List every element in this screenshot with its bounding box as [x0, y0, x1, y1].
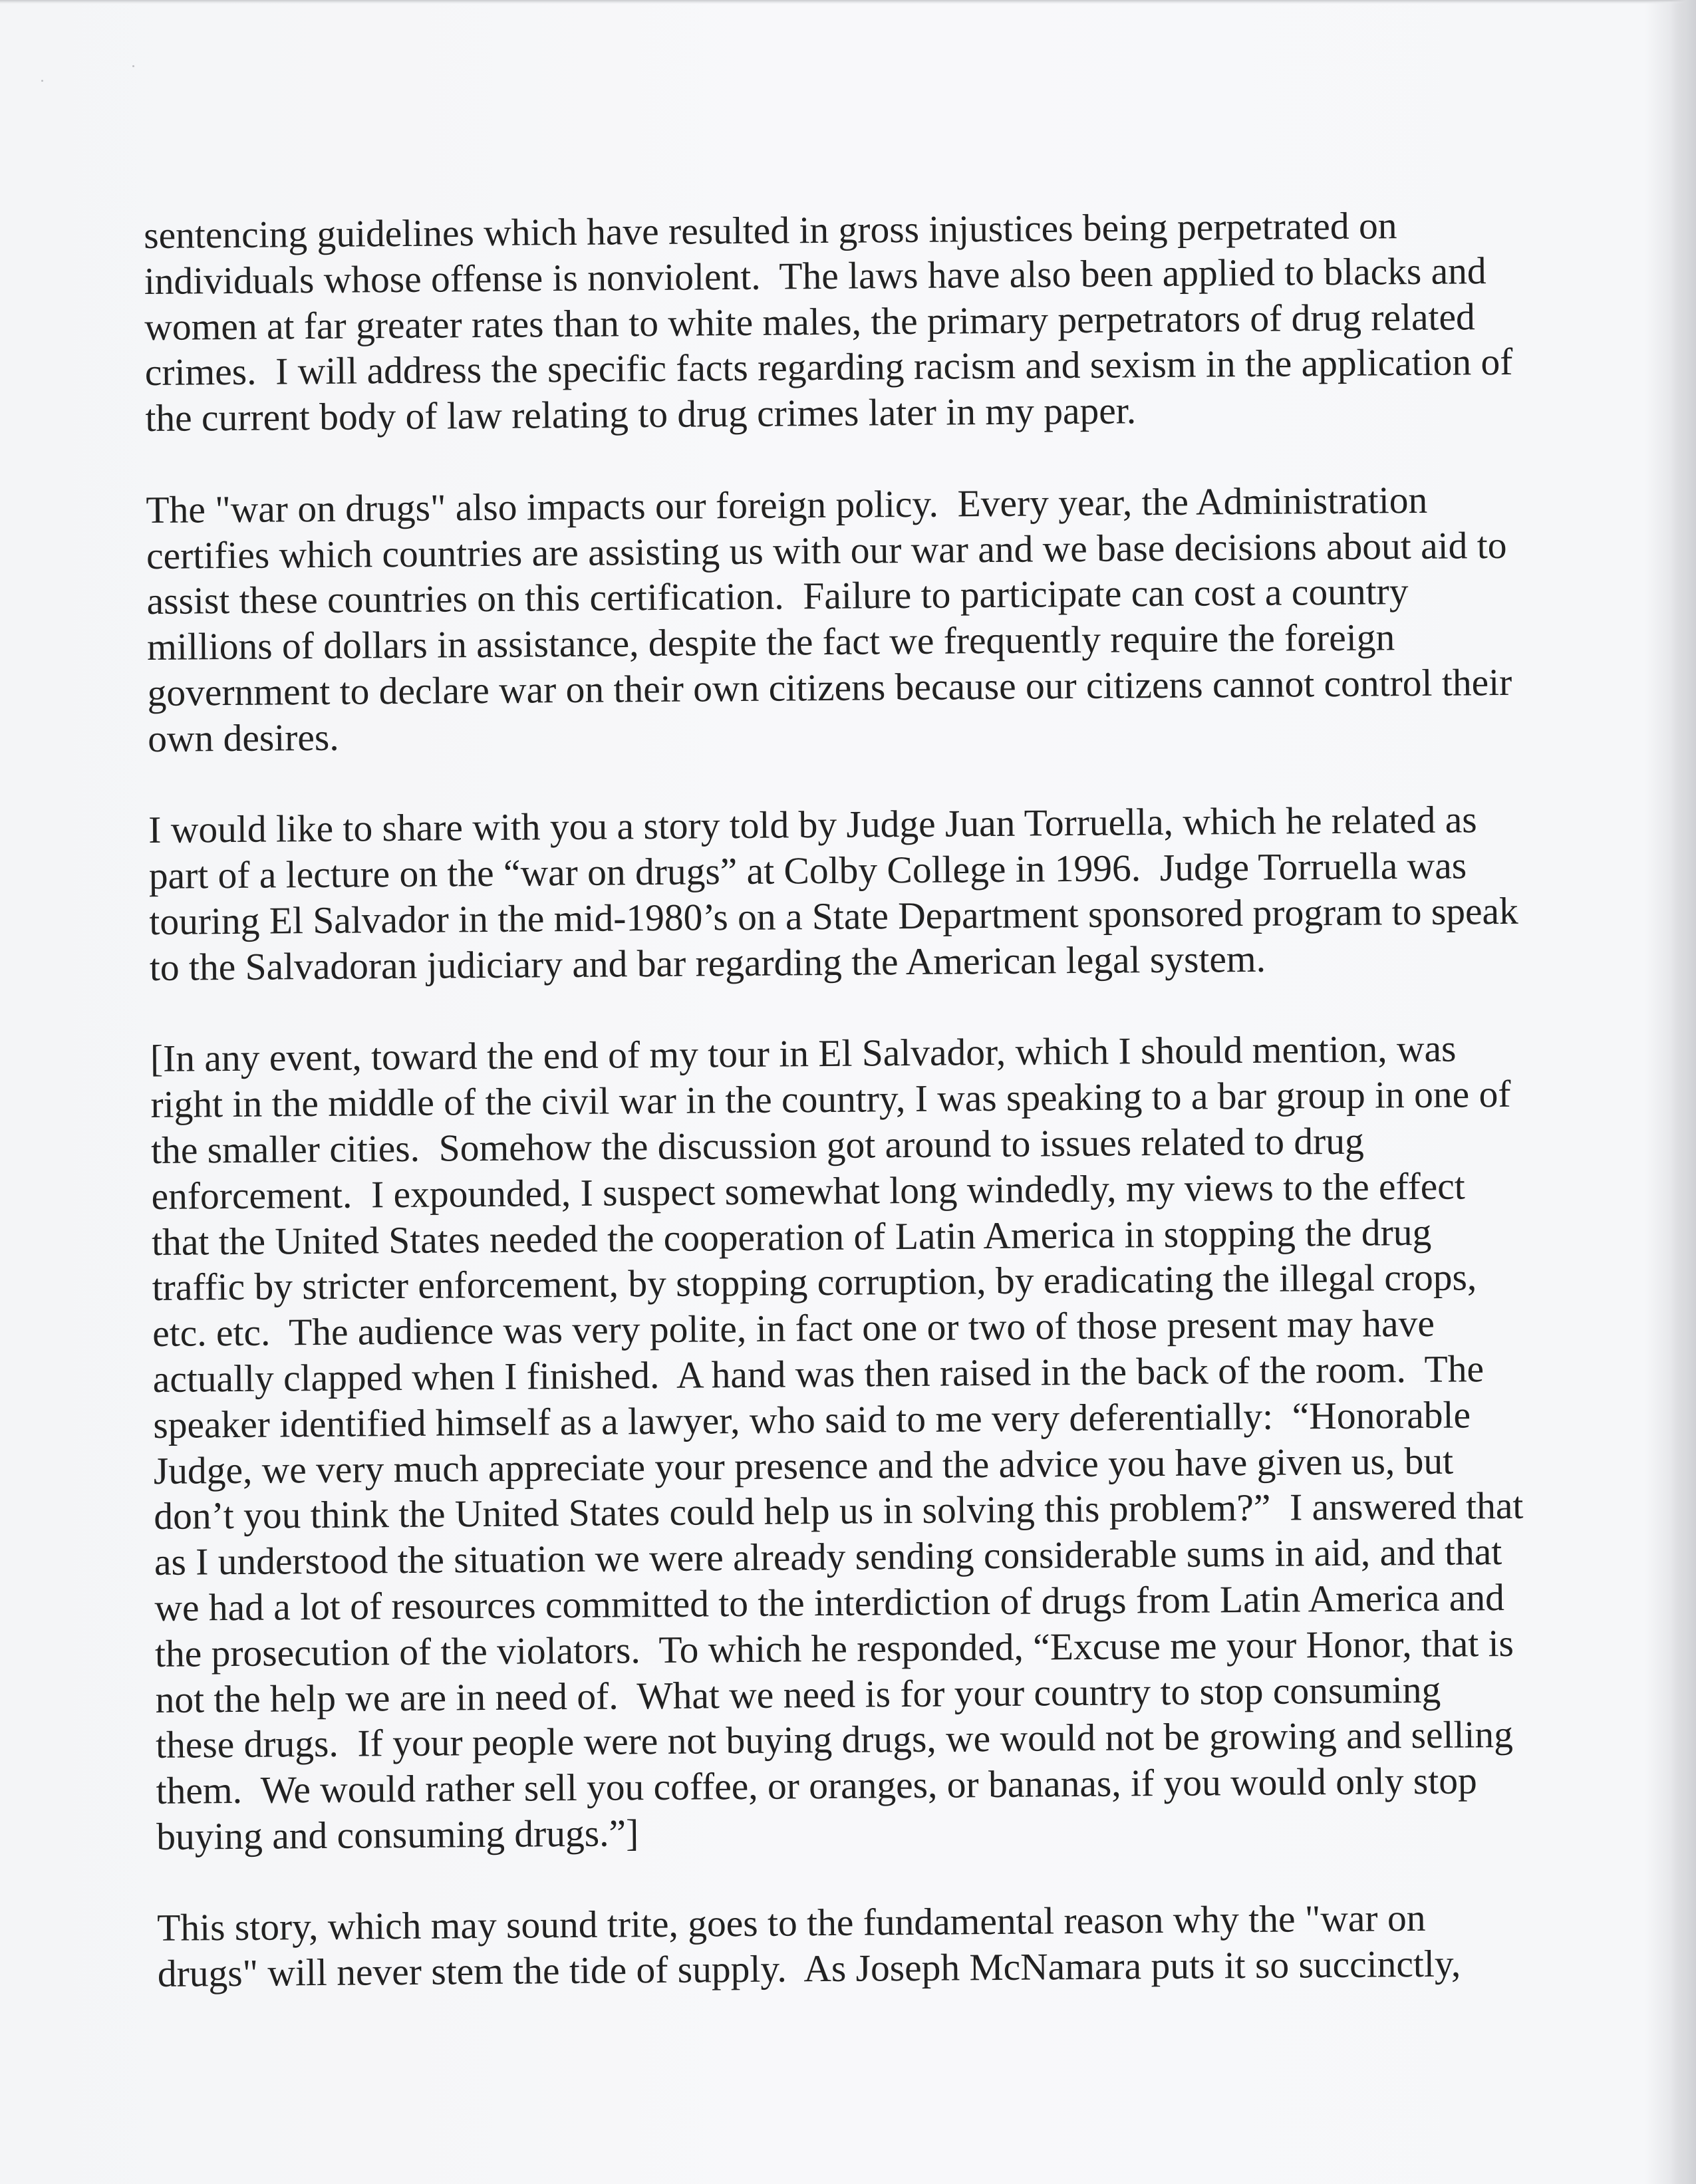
text-line: as I understood the situation we were already sending considerable sums in aid, and that [154, 1531, 1502, 1584]
scan-speck [132, 65, 134, 67]
text-line: millions of dollars in assistance, despite the fact we frequently require the foreign [146, 616, 1395, 669]
text-line: government to declare war on their own citizens because our citizens cannot control their [147, 661, 1512, 714]
paragraph-3 [148, 797, 1653, 992]
text-line: I would like to share with you a story told by Judge Juan Torruella, which he related as [148, 799, 1477, 852]
text-line: them. We would rather sell you coffee, or oranges, or bananas, if you would only stop [156, 1760, 1477, 1813]
scan-speck [41, 80, 43, 82]
text-line: enforcement. I expounded, I suspect somewhat long windedly, my views to the effect [151, 1165, 1466, 1218]
text-line: we had a lot of resources committed to the interdiction of drugs from Latin America and [154, 1576, 1505, 1629]
text-line: to the Salvadoran judiciary and bar regarding the American legal system. [149, 938, 1266, 989]
text-line: own desires. [147, 716, 339, 760]
paragraph-5 [157, 1895, 1661, 1998]
text-line: [In any event, toward the end of my tour in El Salvador, which I should mention, was [150, 1027, 1457, 1081]
text-line: speaker identified himself as a lawyer, who said to me very deferentially: “Honorable [153, 1394, 1471, 1446]
text-line: sentencing guidelines which have resulted in gross injustices being perpetrated on [144, 205, 1397, 257]
paragraph-4-quotation [150, 1025, 1660, 1861]
scan-top-edge [0, 0, 1696, 4]
text-line: the smaller cities. Somehow the discussion got around to issues related to drug [150, 1120, 1364, 1172]
text-line: etc. etc. The audience was very polite, in fact one or two of those present may have [152, 1302, 1435, 1355]
text-line: women at far greater rates than to white males, the primary perpetrators of drug related [144, 295, 1476, 348]
text-line: Judge, we very much appreciate your presence and the advice you have given us, but [153, 1440, 1454, 1492]
text-line: actually clapped when I finished. A hand was then raised in the back of the room. The [152, 1348, 1484, 1401]
paragraph-2 [146, 476, 1651, 763]
text-line: don’t you think the United States could help us in solving this problem?” I answered that [154, 1485, 1524, 1538]
text-line: individuals whose offense is nonviolent. The laws have also been applied to blacks and [144, 249, 1486, 303]
scan-right-edge-shadow [1671, 0, 1696, 2184]
text-line: part of a lecture on the “war on drugs” at Colby College in 1996. Judge Torruella was [148, 845, 1467, 898]
text-line: the prosecution of the violators. To which he responded, “Excuse me your Honor, that is [154, 1622, 1514, 1675]
paragraph-1 [144, 202, 1649, 442]
text-line: these drugs. If your people were not buying drugs, we would not be growing and selling [155, 1714, 1514, 1767]
text-line: right in the middle of the civil war in the country, I was speaking to a bar group in one of [150, 1073, 1511, 1127]
text-line: drugs" will never stem the tide of supply. As Joseph McNamara puts it so succinctly, [157, 1943, 1461, 1996]
text-line: crimes. I will address the specific facts regarding racism and sexism in the application of [144, 341, 1513, 394]
text-line: The "war on drugs" also impacts our foreign policy. Every year, the Administration [146, 479, 1428, 531]
text-line: not the help we are in need of. What we need is for your country to stop consuming [155, 1669, 1441, 1721]
text-line: buying and consuming drugs.”] [156, 1812, 639, 1858]
text-line: that the United States needed the cooperation of Latin America in stopping the drug [151, 1211, 1432, 1264]
text-line: touring El Salvador in the mid-1980’s on a State Department sponsored program to speak [149, 890, 1518, 943]
text-line: certifies which countries are assisting us with our war and we base decisions about aid to [146, 524, 1507, 577]
text-line: assist these countries on this certification. Failure to participate can cost a country [146, 571, 1409, 623]
text-line: traffic by stricter enforcement, by stopping corruption, by eradicating the illegal crops, [152, 1256, 1477, 1309]
body-text [144, 202, 1661, 1998]
text-line: This story, which may sound trite, goes to the fundamental reason why the "war on [157, 1897, 1426, 1950]
text-line: the current body of law relating to drug crimes later in my paper. [145, 390, 1137, 440]
